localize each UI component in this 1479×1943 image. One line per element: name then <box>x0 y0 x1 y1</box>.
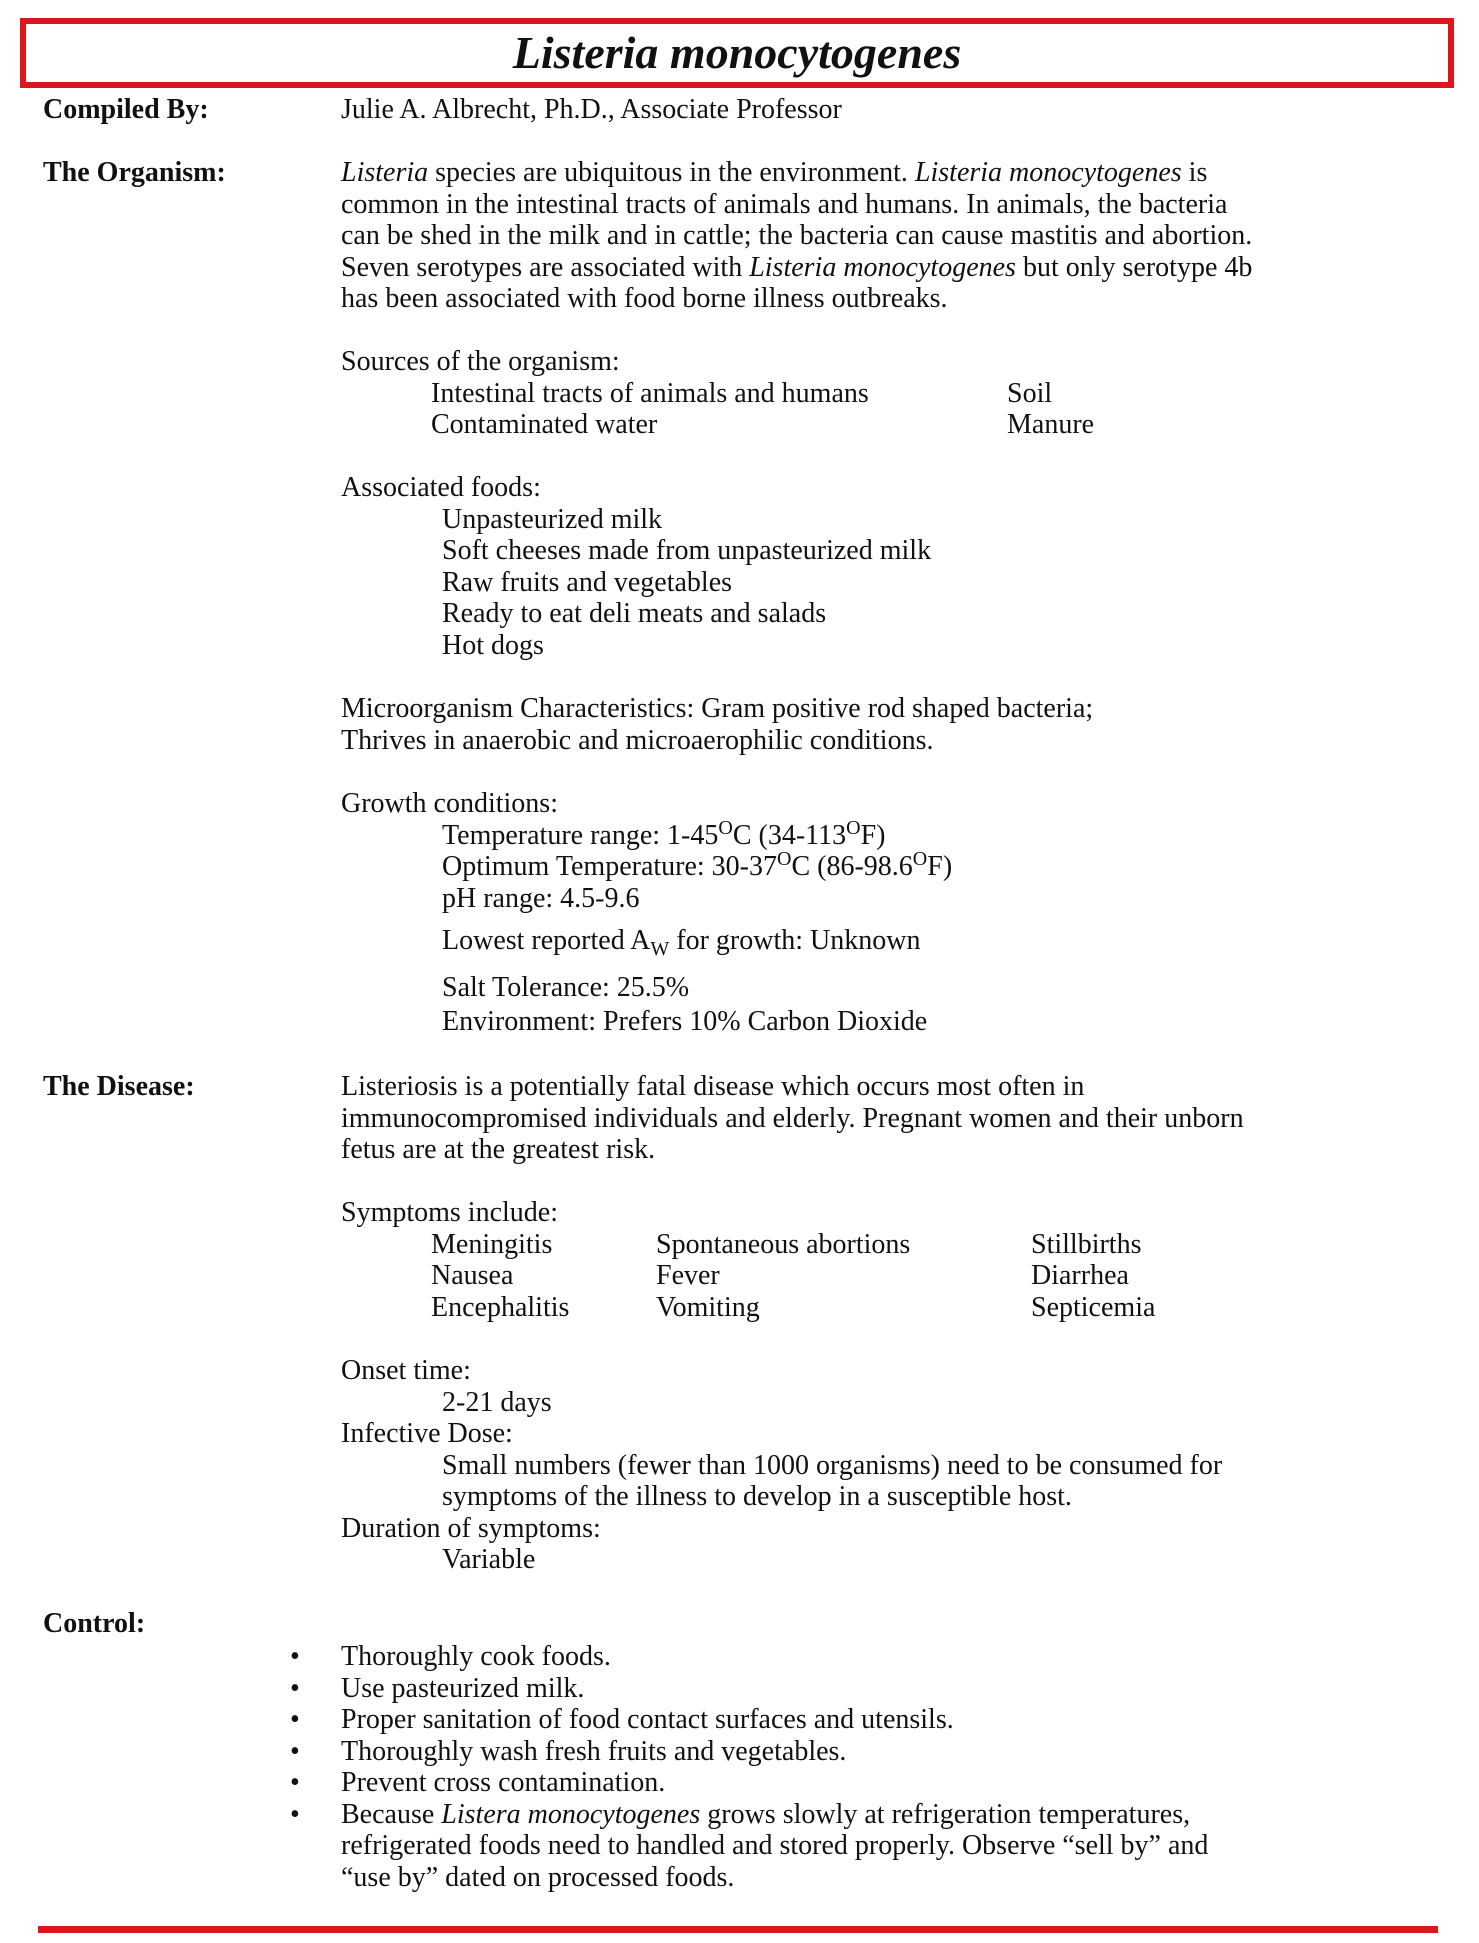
page-title: Listeria monocytogenes <box>512 27 962 78</box>
food-item: Soft cheeses made from unpasteurized milk <box>442 535 932 566</box>
symptom-item: Spontaneous abortions <box>656 1228 911 1260</box>
duration-heading: Duration of symptoms: <box>341 1512 601 1544</box>
opt-text: F) <box>927 851 953 882</box>
control-text: grows slowly at refrigeration temperatures, <box>700 1798 1191 1830</box>
symptom-item: Stillbirths <box>1031 1228 1142 1260</box>
sources-heading: Sources of the organism: <box>341 346 620 377</box>
disease-line-1: Listeriosis is a potentially fatal disease which occurs most often in <box>341 1071 1085 1102</box>
dose-line-1: Small numbers (fewer than 1000 organisms) need to be consumed for <box>442 1449 1223 1481</box>
dose-line-2: symptoms of the illness to develop in a susceptible host. <box>442 1481 1072 1512</box>
organism-line-3: can be shed in the milk and in cattle; the bacteria can cause mastitis and abortion. <box>341 220 1253 251</box>
temp-text: C (34-113 <box>732 819 847 851</box>
food-item: Hot dogs <box>442 629 544 661</box>
onset-value: 2-21 days <box>442 1386 552 1418</box>
label-control: Control: <box>43 1608 146 1639</box>
source-item: Manure <box>1007 409 1095 440</box>
opt-text: C (86-98.6 <box>791 851 913 882</box>
growth-heading: Growth conditions: <box>341 788 558 819</box>
aw-subscript: W <box>650 938 670 960</box>
label-compiled-by: Compiled By: <box>43 94 209 125</box>
source-item: Soil <box>1007 377 1053 409</box>
degree-symbol: O <box>846 816 861 839</box>
onset-heading: Onset time: <box>341 1355 471 1386</box>
bullet: • <box>290 1735 300 1767</box>
symptom-item: Encephalitis <box>431 1291 570 1323</box>
source-item: Intestinal tracts of animals and humans <box>431 377 869 409</box>
control-item: Thoroughly wash fresh fruits and vegetables. <box>341 1735 847 1767</box>
organism-line-2: common in the intestinal tracts of animals and humans. In animals, the bacteria <box>341 188 1228 220</box>
aw-text: Lowest reported A <box>442 925 651 956</box>
control-text: Because <box>341 1798 442 1830</box>
control-item-last-line-3: “use by” dated on processed foods. <box>341 1861 735 1893</box>
organism-line-4 <box>341 252 1252 284</box>
bullet: • <box>290 1641 300 1672</box>
opt-text: Optimum Temperature: 30-37 <box>442 851 778 882</box>
bullet: • <box>290 1704 300 1735</box>
control-item: Prevent cross contamination. <box>341 1767 666 1798</box>
symptom-item: Diarrhea <box>1031 1260 1129 1291</box>
ph-range: pH range: 4.5-9.6 <box>442 882 640 914</box>
food-item: Unpasteurized milk <box>442 503 663 535</box>
symptom-item: Septicemia <box>1031 1291 1156 1323</box>
bullet: • <box>290 1672 300 1704</box>
organism-text: is <box>1181 157 1208 188</box>
dose-heading: Infective Dose: <box>341 1418 513 1449</box>
organism-italic: Listeria <box>341 157 429 188</box>
symptoms-heading: Symptoms include: <box>341 1197 558 1228</box>
optimum-temperature <box>442 848 953 883</box>
environment: Environment: Prefers 10% Carbon Dioxide <box>442 1006 928 1037</box>
bullet: • <box>290 1798 300 1830</box>
disease-line-2: immunocompromised individuals and elderly. Pregnant women and their unborn <box>341 1102 1244 1134</box>
organism-text: but only serotype 4b <box>1015 251 1253 283</box>
salt-tolerance: Salt Tolerance: 25.5% <box>442 972 690 1003</box>
temp-text: F) <box>860 819 886 851</box>
micro-line-2: Thrives in anaerobic and microaerophilic conditions. <box>341 724 934 756</box>
control-item-last-line-2: refrigerated foods need to handled and stored properly. Observe “sell by” and <box>341 1830 1209 1861</box>
control-item: Thoroughly cook foods. <box>341 1641 611 1672</box>
degree-symbol: O <box>777 848 792 870</box>
control-item: Proper sanitation of food contact surfaces and utensils. <box>341 1704 954 1735</box>
organism-italic: Listeria monocytogenes <box>749 251 1016 283</box>
water-activity <box>442 925 921 960</box>
organism-italic: Listeria monocytogenes <box>914 157 1182 188</box>
control-italic: Listera monocytogenes <box>441 1798 701 1830</box>
author: Julie A. Albrecht, Ph.D., Associate Professor <box>341 94 842 125</box>
control-item: Use pasteurized milk. <box>341 1672 585 1704</box>
duration-value: Variable <box>442 1544 536 1575</box>
bottom-rule <box>38 1926 1438 1933</box>
organism-line-5: has been associated with food borne illness outbreaks. <box>341 283 948 314</box>
label-disease: The Disease: <box>43 1071 195 1102</box>
symptom-item: Vomiting <box>656 1291 760 1323</box>
organism-text: species are ubiquitous in the environment. <box>428 157 915 188</box>
label-organism: The Organism: <box>43 157 226 188</box>
control-item-last-line-1 <box>341 1799 1190 1831</box>
organism-line-1 <box>341 157 1207 189</box>
symptom-item: Meningitis <box>431 1228 553 1260</box>
temperature-range <box>442 816 886 852</box>
degree-symbol: O <box>912 848 928 870</box>
disease-line-3: fetus are at the greatest risk. <box>341 1134 656 1165</box>
food-item: Ready to eat deli meats and salads <box>442 598 827 629</box>
degree-symbol: O <box>718 816 733 839</box>
temp-text: Temperature range: 1-45 <box>442 819 719 851</box>
micro-line-1: Microorganism Characteristics: Gram positive rod shaped bacteria; <box>341 693 1094 724</box>
organism-text: Seven serotypes are associated with <box>341 251 750 283</box>
foods-heading: Associated foods: <box>341 472 541 503</box>
symptom-item: Nausea <box>431 1260 514 1291</box>
symptom-item: Fever <box>656 1260 720 1291</box>
source-item: Contaminated water <box>431 409 658 440</box>
food-item: Raw fruits and vegetables <box>442 566 733 598</box>
title-box <box>20 18 1454 88</box>
aw-text: for growth: Unknown <box>669 925 921 956</box>
bullet: • <box>290 1767 300 1798</box>
